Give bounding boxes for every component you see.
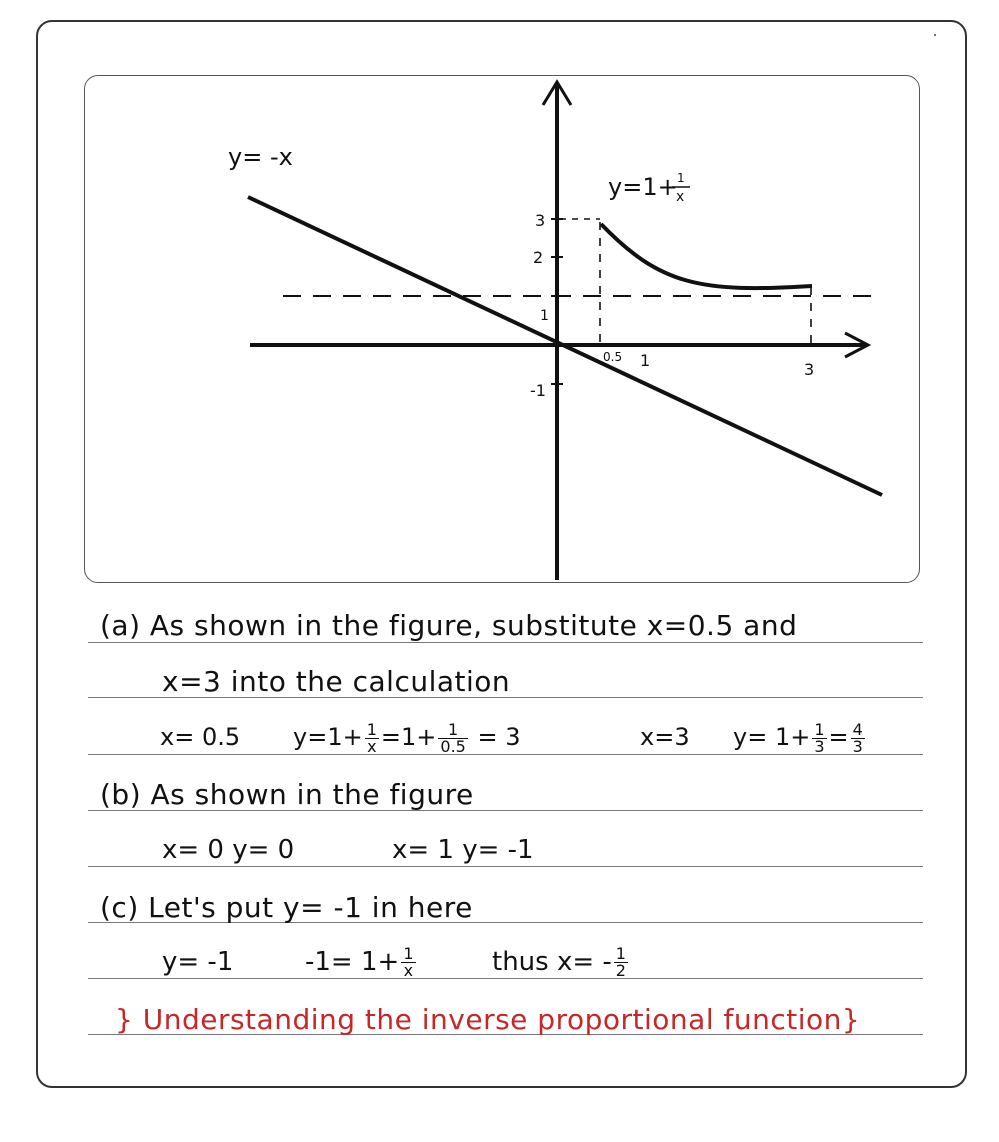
- frac-num: 1: [438, 722, 467, 739]
- frac-1-over-3: [812, 719, 826, 756]
- part-b-eq2: x= 1 y= -1: [392, 835, 534, 865]
- xtick-label-1: 1: [640, 351, 651, 370]
- frac-den: 3: [852, 736, 863, 756]
- part-a-eq-x1: x= 0.5: [160, 723, 241, 751]
- label-curve-frac-num: 1: [677, 171, 685, 185]
- frac-1-over-x: [365, 719, 379, 756]
- c-eq2-prefix: -1= 1+: [305, 947, 400, 977]
- frac-num: 1: [403, 944, 414, 963]
- xtick-label-05: 0.5: [603, 350, 623, 364]
- frac-num: 4: [852, 719, 863, 739]
- ytick-label-3: 3: [535, 211, 546, 230]
- xtick-label-3: 3: [804, 360, 815, 379]
- frac-num: 1: [615, 944, 626, 963]
- frac-4-over-3: [851, 719, 865, 756]
- eq-y1-prefix: y=1+: [293, 723, 363, 751]
- label-curve-frac-den: x: [676, 189, 685, 205]
- frac-num: 1: [366, 719, 377, 739]
- frac-1-over-2: [614, 946, 628, 979]
- part-c-line1: (c) Let's put y= -1 in here: [100, 891, 473, 924]
- part-a-line1: (a) As shown in the figure, substitute x=0.5 and: [100, 609, 798, 642]
- eq-y1-mid: =1+: [380, 723, 437, 751]
- ytick-label-1: 1: [540, 308, 549, 324]
- part-a-eq-y1: [293, 717, 521, 757]
- frac-1-over-05: [438, 719, 467, 756]
- frac-den: 3: [814, 736, 825, 756]
- c-eq3-prefix: thus x= -: [492, 947, 612, 977]
- part-a-eq-x2: x=3: [640, 723, 690, 751]
- ytick-label-2: 2: [533, 248, 544, 267]
- eq-y2-mid: =: [828, 723, 849, 751]
- part-b-eq1: x= 0 y= 0: [162, 835, 295, 865]
- part-c-eq2: [305, 942, 418, 982]
- frac-den: 0.5: [440, 736, 466, 756]
- frac-den: x: [403, 961, 414, 980]
- part-a-line2: x=3 into the calculation: [162, 665, 511, 698]
- frac-den: 2: [615, 961, 626, 980]
- ytick-label-neg1: -1: [530, 381, 546, 400]
- frac-num: 1: [814, 719, 825, 739]
- eq-y2-prefix: y= 1+: [733, 723, 811, 751]
- summary-note: } Understanding the inverse proportional function}: [115, 1003, 861, 1036]
- part-b-line1: (b) As shown in the figure: [100, 778, 474, 811]
- curve-y-1-plus-1-over-x: [601, 224, 812, 288]
- part-c-eq1: y= -1: [162, 947, 234, 977]
- part-a-eq-y2: [733, 717, 867, 757]
- part-c-eq3: [492, 942, 630, 982]
- frac-den: x: [367, 736, 377, 756]
- eq-y1-end: = 3: [477, 723, 521, 751]
- label-curve: y=1+: [608, 173, 678, 201]
- frac-1-over-x-c: [401, 946, 415, 979]
- label-line: y= -x: [228, 143, 293, 171]
